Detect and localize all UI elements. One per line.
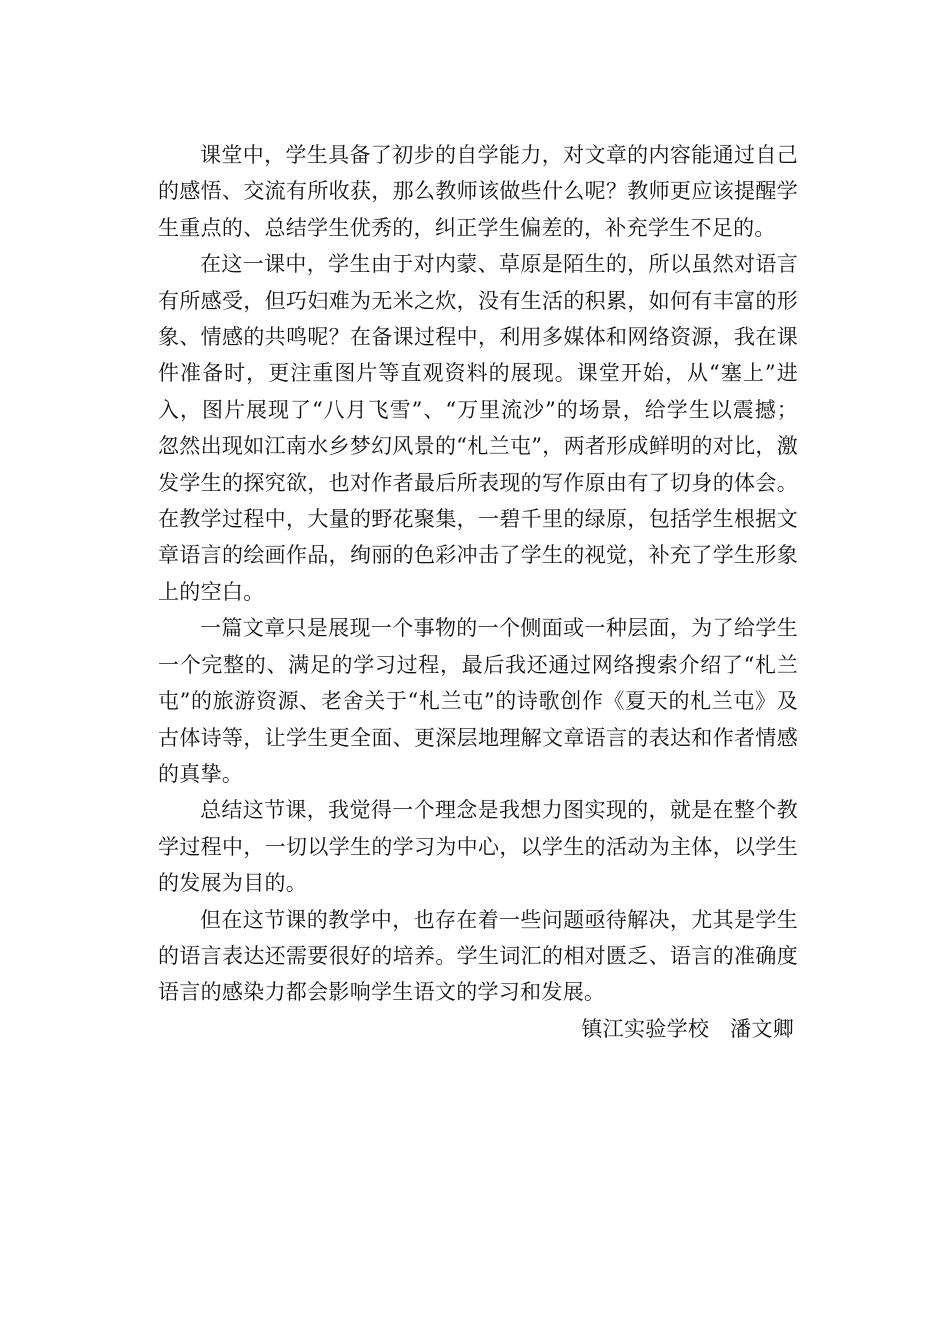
- author-signature: 镇江实验学校 潘文卿: [581, 1016, 794, 1041]
- paragraph-4: 总结这节课，我觉得一个理念是我想力图实现的，就是在整个教学过程中，一切以学生的学习为中心，以学生的活动为主体，以学生的发展为目的。: [158, 798, 798, 896]
- document-body: [158, 137, 798, 1047]
- paragraph-2: 在这一课中，学生由于对内蒙、草原是陌生的，所以虽然对语言有所感受，但巧妇难为无米之炊，没有生活的积累，如何有丰富的形象、情感的共鸣呢？在备课过程中，利用多媒体和网络资源，我在课件准备时，更注重图片等直观资料的展现。课堂开始，从“塞上”进入，图片展现了“八月飞雪”、“万里流沙”的场景，给学生以震撼；忽然出现如江南水乡梦幻风景的“札兰屯”，两者形成鲜明的对比，激发学生的探究欲，也对作者最后所表现的写作原由有了切身的体会。在教学过程中，大量的野花聚集，一碧千里的绿原，包括学生根据文章语言的绘画作品，绚丽的色彩冲击了学生的视觉，补充了学生形象上的空白。: [158, 252, 798, 604]
- paragraph-5: 但在这节课的教学中，也存在着一些问题亟待解决，尤其是学生的语言表达还需要很好的培养。学生词汇的相对匮乏、语言的准确度语言的感染力都会影响学生语文的学习和发展。: [158, 907, 798, 1005]
- paragraph-3: 一篇文章只是展现一个事物的一个侧面或一种层面，为了给学生一个完整的、满足的学习过程，最后我还通过网络搜索介绍了“札兰屯”的旅游资源、老舍关于“札兰屯”的诗歌创作《夏天的札兰屯》及古体诗等，让学生更全面、更深层地理解文章语言的表达和作者情感的真挚。: [158, 616, 798, 786]
- paragraph-1: 课堂中，学生具备了初步的自学能力，对文章的内容能通过自己的感悟、交流有所收获，那么教师该做些什么呢？教师更应该提醒学生重点的、总结学生优秀的，纠正学生偏差的，补充学生不足的。: [158, 143, 798, 240]
